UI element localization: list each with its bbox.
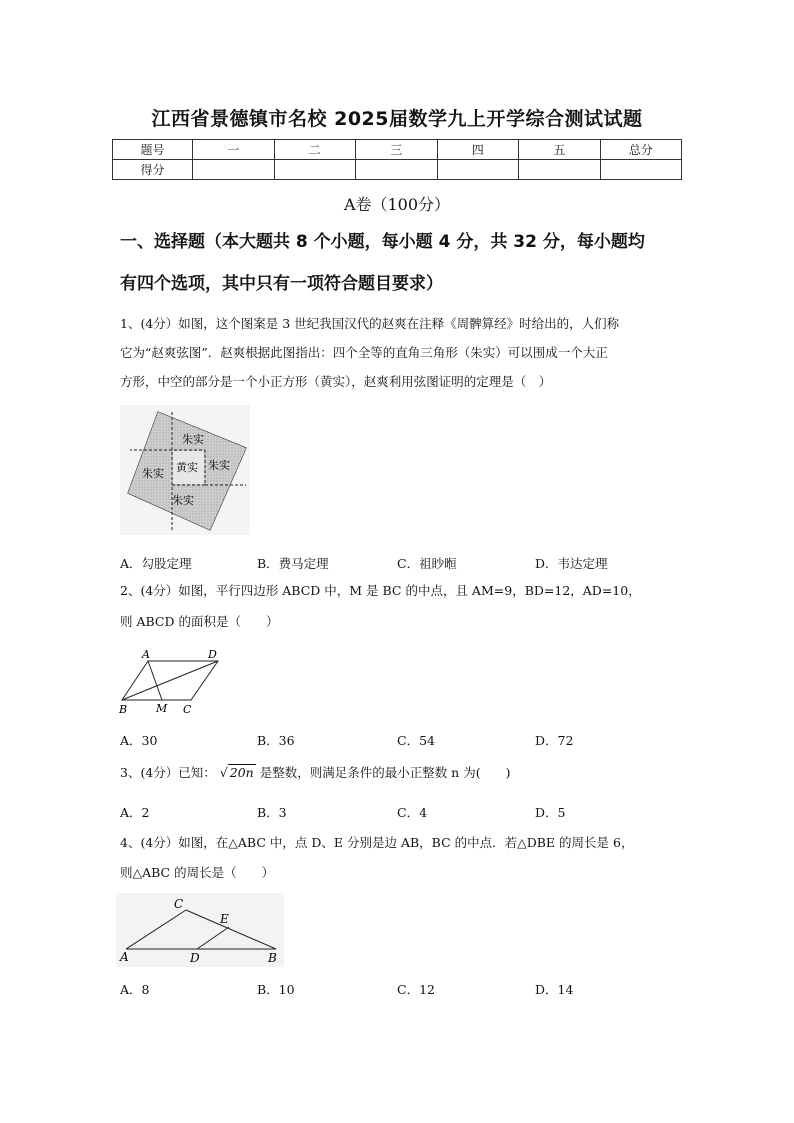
score-table [112, 139, 682, 180]
q4-option-c[interactable]: C．12 [397, 982, 435, 997]
point-c-label: C [183, 703, 192, 716]
q3-option-d[interactable]: D．5 [535, 805, 566, 820]
score-cell[interactable] [519, 160, 601, 180]
q2-option-b[interactable]: B．36 [257, 733, 295, 748]
q3-prefix: 3、(4分）已知： [120, 765, 216, 780]
part1-heading-line1: 一、选择题（本大题共 8 个小题，每小题 4 分，共 32 分，每小题均 [120, 232, 645, 252]
q1-option-c[interactable]: C．祖眇暅 [397, 556, 457, 571]
q4-options [120, 980, 680, 996]
point-b-label: B [268, 951, 277, 965]
point-d-label: D [208, 648, 217, 661]
q3-option-b[interactable]: B．3 [257, 805, 287, 820]
q3-line1 [120, 765, 685, 781]
sqrt-expression: √ 20n [219, 765, 254, 780]
q4-line1: 4、(4分）如图，在△ABC 中，点 D、E 分别是边 AB，BC 的中点．若△DBE 的周长是 6， [120, 835, 634, 850]
q3-option-c[interactable]: C．4 [397, 805, 428, 820]
section-a-title: A卷（100分） [343, 195, 451, 214]
q4-line2: 则△ABC 的周长是（ ） [120, 865, 275, 880]
point-a-label: A [120, 950, 129, 964]
triangle-figure [116, 893, 284, 967]
score-header-cell: 总分 [600, 140, 682, 160]
point-c-label: C [174, 897, 184, 911]
q2-option-a[interactable]: A．30 [120, 733, 158, 748]
score-cell[interactable] [437, 160, 519, 180]
exam-title: 江西省景德镇市名校 2025届数学九上开学综合测试试题 [151, 108, 643, 130]
q2-line2: 则 ABCD 的面积是（ ） [120, 614, 279, 629]
point-a-label: A [142, 648, 150, 661]
q1-line1: 1、(4分）如图，这个图案是 3 世纪我国汉代的赵爽在注释《周髀算经》时给出的，人们称 [120, 316, 620, 331]
q4-option-d[interactable]: D．14 [535, 982, 574, 997]
q2-option-d[interactable]: D．72 [535, 733, 574, 748]
sqrt-radicand: 20n [229, 765, 254, 780]
q1-line3: 方形，中空的部分是一个小正方形（黄实），赵爽利用弦图证明的定理是（ ） [120, 374, 552, 389]
point-d-label: D [190, 951, 200, 965]
q1-option-d[interactable]: D．韦达定理 [535, 556, 608, 571]
q3-suffix: 是整数，则满足条件的最小正整数 n 为( ) [259, 765, 511, 780]
score-header-cell: 三 [356, 140, 438, 160]
zhushi-label: 朱实 [208, 459, 230, 472]
huangshi-label: 黄实 [176, 461, 198, 474]
score-header-cell: 二 [274, 140, 356, 160]
q3-option-a[interactable]: A．2 [120, 805, 150, 820]
parallelogram-figure [116, 645, 226, 717]
zhushi-label: 朱实 [172, 494, 194, 507]
score-header-cell: 四 [437, 140, 519, 160]
q2-options [120, 731, 680, 747]
zhao-shuang-figure [120, 405, 250, 535]
score-header-cell: 一 [193, 140, 275, 160]
q1-line2: 它为“赵爽弦图”．赵爽根据此图指出：四个全等的直角三角形（朱实）可以围成一个大正 [120, 345, 608, 360]
score-cell[interactable] [193, 160, 275, 180]
point-m-label: M [156, 702, 168, 715]
score-cell[interactable] [356, 160, 438, 180]
q2-line1: 2、(4分）如图，平行四边形 ABCD 中，M 是 BC 的中点，且 AM=9，BD=12，AD=10， [120, 583, 641, 598]
score-row-label: 得分 [113, 160, 193, 180]
score-header-cell: 五 [519, 140, 601, 160]
q4-option-a[interactable]: A．8 [120, 982, 150, 997]
q2-option-c[interactable]: C．54 [397, 733, 435, 748]
score-table-score-row [113, 160, 682, 180]
part1-heading-line2: 有四个选项，其中只有一项符合题目要求） [120, 274, 443, 294]
zhushi-label: 朱实 [142, 467, 164, 480]
point-e-label: E [220, 912, 229, 926]
q1-option-b[interactable]: B．费马定理 [257, 556, 329, 571]
score-table-header-row [113, 140, 682, 160]
q1-option-a[interactable]: A．勾股定理 [120, 556, 192, 571]
zhushi-label: 朱实 [182, 433, 204, 446]
score-cell[interactable] [600, 160, 682, 180]
q1-options [120, 554, 680, 570]
q4-option-b[interactable]: B．10 [257, 982, 295, 997]
point-b-label: B [119, 703, 128, 716]
score-cell[interactable] [274, 160, 356, 180]
score-header-cell: 题号 [113, 140, 193, 160]
q3-options [120, 803, 680, 819]
